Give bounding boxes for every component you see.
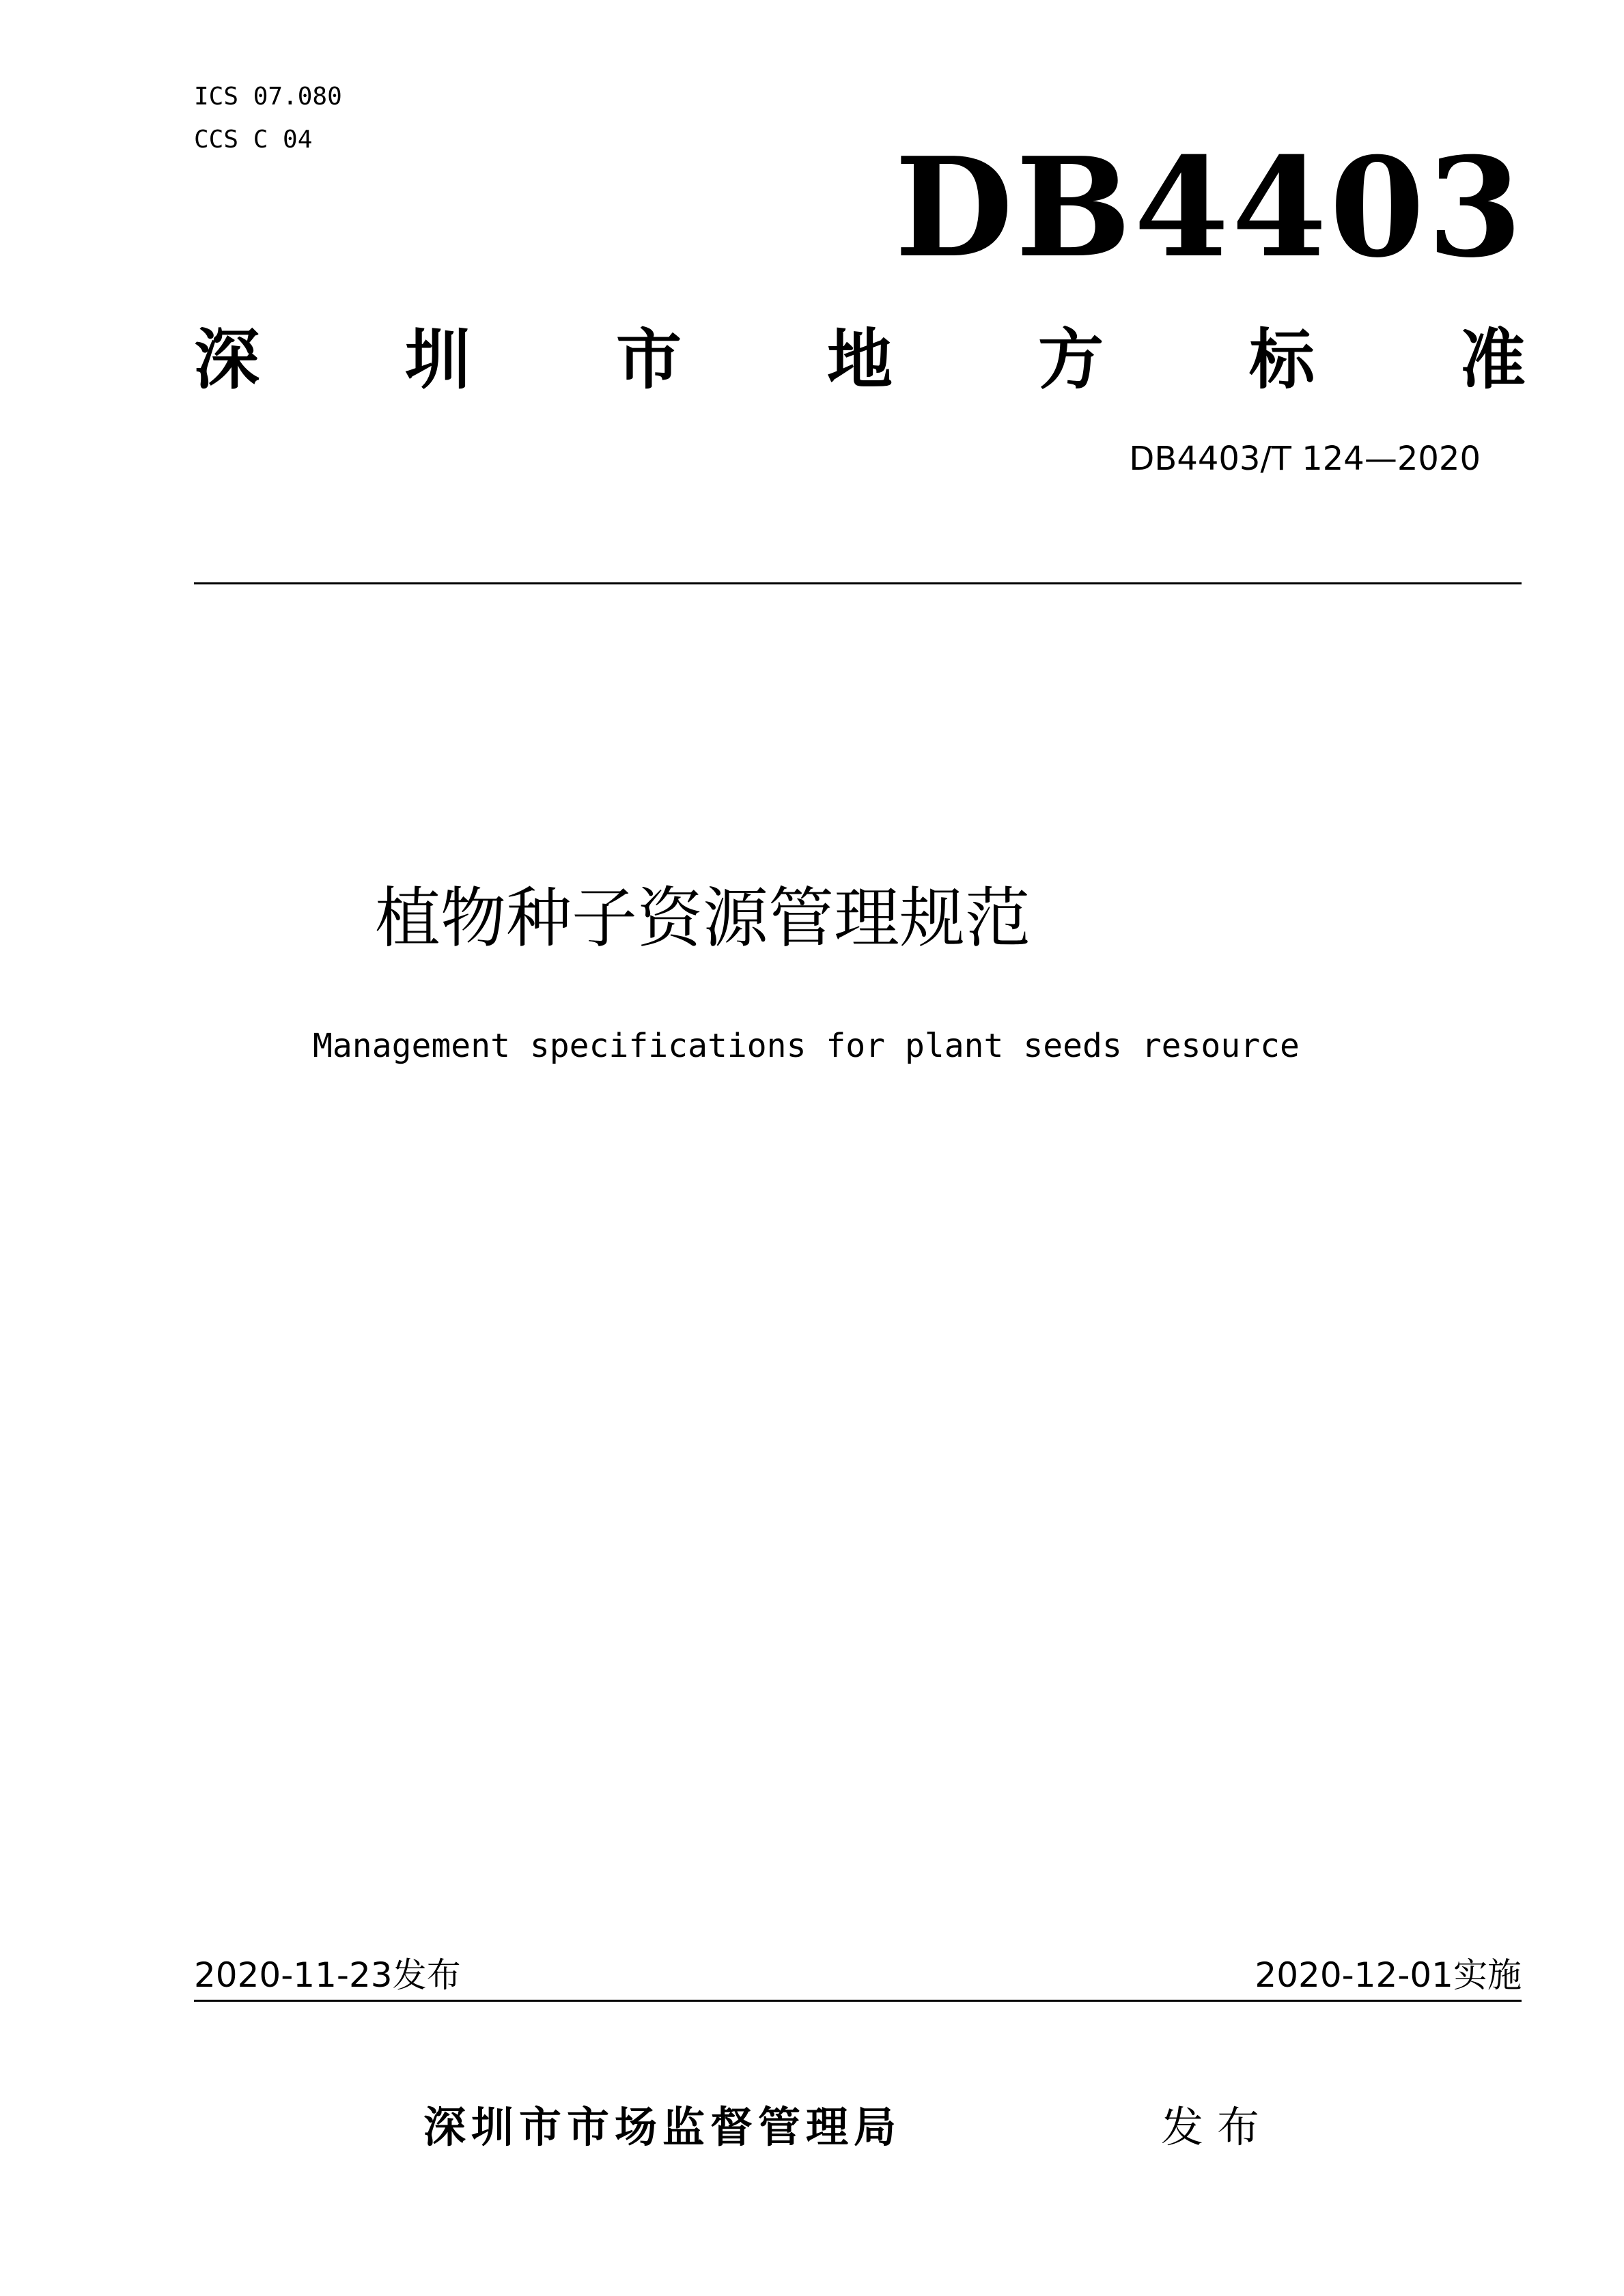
standard-type-char: 方 <box>1038 322 1104 398</box>
issue-label: 发布 <box>392 1955 461 1995</box>
standard-type-char: 地 <box>827 322 893 398</box>
implementation-date-line <box>1255 1954 1522 1996</box>
footer-divider <box>194 2000 1522 2002</box>
implementation-label: 实施 <box>1453 1955 1522 1995</box>
document-title-cn-text: 植物种子资源管理规范 <box>375 880 1031 956</box>
document-title-cn <box>0 877 1624 959</box>
publisher-name: 深圳市市场监督管理局 <box>423 2102 902 2152</box>
standard-type-char: 市 <box>616 322 682 398</box>
standard-mark: DB4403 <box>895 128 1526 288</box>
implementation-date: 2020-12-01 <box>1255 1955 1453 1995</box>
standard-number: DB4403/T 124—2020 <box>1129 440 1481 478</box>
header-divider <box>194 582 1522 584</box>
standard-type-heading <box>194 315 1526 404</box>
ccs-code: CCS C 04 <box>194 126 313 154</box>
document-title-en: Management specifications for plant seeds resource <box>313 1027 1300 1065</box>
standard-type-char: 圳 <box>405 322 471 398</box>
ics-code: ICS 07.080 <box>194 83 342 111</box>
publish-label: 发布 <box>1161 2102 1274 2152</box>
issue-date: 2020-11-23 <box>194 1955 393 1995</box>
standard-type-char: 深 <box>194 322 260 398</box>
standard-type-char: 准 <box>1460 322 1526 398</box>
issue-date-line <box>194 1954 461 1996</box>
standard-type-char: 标 <box>1249 322 1315 398</box>
